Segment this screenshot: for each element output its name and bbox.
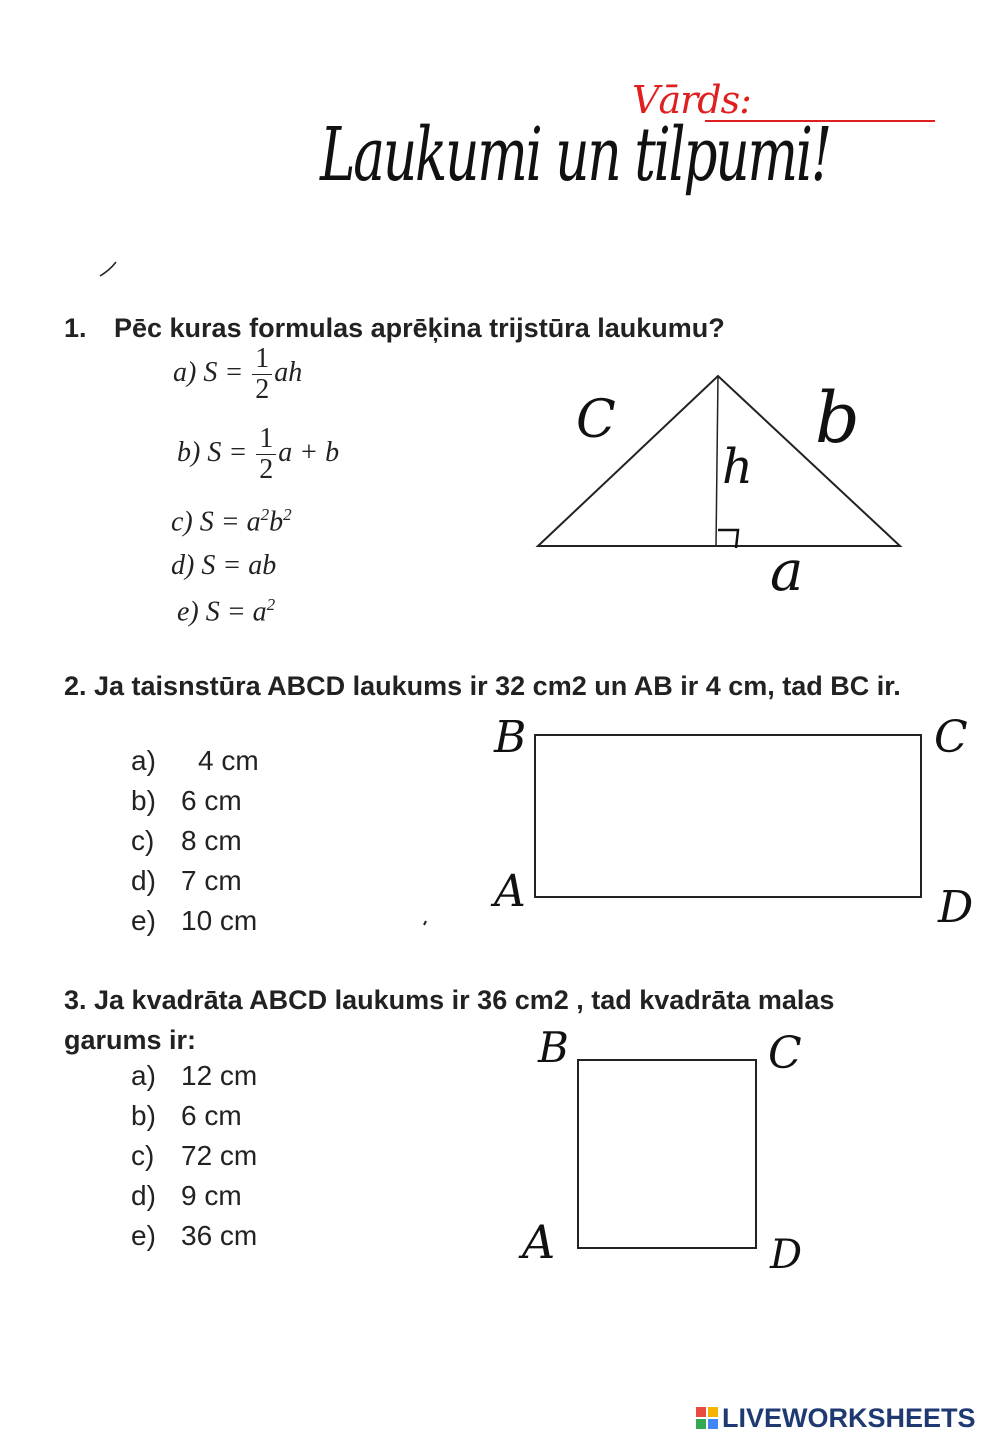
q2-option-c[interactable]: c) 8 cm	[131, 825, 242, 856]
q1-option-e[interactable]: e) $S = a^2$	[177, 595, 276, 628]
square-label-a: A	[522, 1215, 556, 1269]
logo-icon	[696, 1407, 718, 1429]
square-figure	[518, 1023, 802, 1278]
triangle-label-h: h	[722, 439, 753, 495]
square-label-c: C	[768, 1028, 802, 1079]
q2-option-b[interactable]: b) 6 cm	[131, 785, 242, 816]
liveworksheets-logo	[696, 1403, 976, 1434]
stray-mark	[100, 262, 116, 276]
rectangle-figure	[490, 712, 973, 933]
q1-option-a[interactable]: a) S = $\frac{1}{2}$ ah	[173, 343, 303, 405]
q2-option-a[interactable]: a) 4 cm	[131, 745, 259, 776]
rect-label-d: D	[938, 882, 974, 933]
name-label: Vārds:	[632, 78, 751, 122]
logo-text: LIVEWORKSHEETS	[722, 1403, 976, 1433]
rect-label-b: B	[494, 712, 527, 763]
triangle-figure	[538, 376, 900, 604]
rect-label-a: A	[494, 866, 526, 917]
question-1-text: Pēc kuras formulas aprēķina trijstūra laukumu?	[114, 313, 725, 343]
q2-option-e[interactable]: e) 10 cm	[131, 905, 258, 936]
q1-option-b[interactable]: b) S = $\frac{1}{2}$ a + b	[177, 423, 340, 485]
page-title: Laukumi un tilpumi!	[320, 112, 830, 198]
stray-mark	[424, 921, 426, 925]
q1-option-d[interactable]: d) S = ab	[171, 550, 277, 581]
q2-option-d[interactable]: d) 7 cm	[131, 865, 242, 896]
q1-option-c[interactable]: c) $S = a^2b^2$	[171, 505, 292, 538]
rectangle	[535, 735, 921, 897]
q3-option-b[interactable]: b) 6 cm	[131, 1100, 242, 1131]
q3-option-e[interactable]: e) 36 cm	[131, 1220, 258, 1251]
question-2-text: 2. Ja taisnstūra ABCD laukums ir 32 cm2 un AB ir 4 cm, tad BC ir.	[64, 671, 901, 701]
triangle-label-a: a	[770, 539, 804, 604]
rect-label-c: C	[934, 712, 968, 763]
triangle-label-c: C	[576, 390, 616, 450]
q3-option-d[interactable]: d) 9 cm	[131, 1180, 242, 1211]
square-label-d: D	[770, 1232, 803, 1278]
square-label-b: B	[538, 1023, 569, 1072]
question-3-text: 3. Ja kvadrāta ABCD laukums ir 36 cm2 , tad kvadrāta malas garums ir:	[64, 985, 835, 1055]
q3-option-a[interactable]: a) 12 cm	[131, 1060, 258, 1091]
triangle-height	[716, 376, 718, 546]
question-1-number: 1.	[64, 313, 87, 343]
fraction: $\frac{1}{2}$	[252, 344, 272, 405]
square	[578, 1060, 756, 1248]
triangle-label-b: b	[815, 377, 860, 459]
fraction: $\frac{1}{2}$	[256, 424, 276, 485]
q3-option-c[interactable]: c) 72 cm	[131, 1140, 258, 1171]
